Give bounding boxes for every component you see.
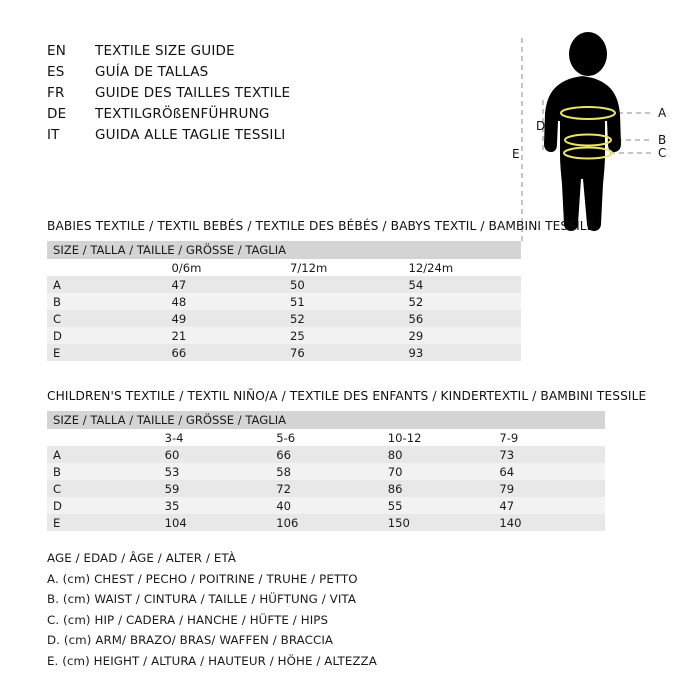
legend-line: C. (cm) HIP / CADERA / HANCHE / HÜFTE / HIPS <box>47 612 329 627</box>
legend-block <box>47 551 647 674</box>
title-row <box>47 64 467 85</box>
value-cell: 52 <box>284 310 403 327</box>
value-cell: 47 <box>166 276 285 293</box>
value-cell: 35 <box>159 497 271 514</box>
figure-label-a: A <box>658 106 667 120</box>
table-size-row <box>47 429 605 446</box>
child-silhouette <box>544 32 621 231</box>
value-cell: 48 <box>166 293 285 310</box>
row-label: E <box>47 344 166 361</box>
language-code: EN <box>47 43 67 59</box>
row-label: C <box>47 480 159 497</box>
table-row <box>47 293 521 310</box>
empty-cell <box>47 429 159 446</box>
title-row <box>47 43 467 64</box>
value-cell: 52 <box>403 293 522 310</box>
babies-section <box>47 219 654 361</box>
value-cell: 93 <box>403 344 522 361</box>
value-cell: 64 <box>493 463 605 480</box>
row-label: B <box>47 293 166 310</box>
value-cell: 150 <box>382 514 494 531</box>
children-section-title: CHILDREN'S TEXTILE / TEXTIL NIÑO/A / TEXTILE DES ENFANTS / KINDERTEXTIL / BAMBINI TESSILE <box>47 389 647 403</box>
guide-lines <box>522 38 546 245</box>
language-code: FR <box>47 85 65 101</box>
title-row <box>47 127 467 148</box>
title-text: GUÍA DE TALLAS <box>95 64 209 80</box>
size-cell: 12/24m <box>403 259 522 276</box>
row-label: B <box>47 463 159 480</box>
title-text: TEXTILGRÖßENFÜHRUNG <box>95 106 270 122</box>
value-cell: 25 <box>284 327 403 344</box>
table-row <box>47 497 605 514</box>
legend-line: E. (cm) HEIGHT / ALTURA / HAUTEUR / HÖHE / ALTEZZA <box>47 653 377 668</box>
value-cell: 73 <box>493 446 605 463</box>
language-code: IT <box>47 127 60 143</box>
size-cell: 3-4 <box>159 429 271 446</box>
value-cell: 54 <box>403 276 522 293</box>
babies-size-table <box>47 241 521 361</box>
table-row <box>47 327 521 344</box>
row-label: D <box>47 497 159 514</box>
table-row <box>47 276 521 293</box>
legend-line: D. (cm) ARM/ BRAZO/ BRAS/ WAFFEN / BRACCIA <box>47 633 334 647</box>
value-cell: 140 <box>493 514 605 531</box>
value-cell: 60 <box>159 446 271 463</box>
row-label: A <box>47 446 159 463</box>
value-cell: 66 <box>166 344 285 361</box>
title-block <box>47 43 467 148</box>
value-cell: 59 <box>159 480 271 497</box>
size-cell: 10-12 <box>382 429 494 446</box>
value-cell: 76 <box>284 344 403 361</box>
value-cell: 72 <box>270 480 382 497</box>
table-row <box>47 446 605 463</box>
table-size-row <box>47 259 521 276</box>
legend-line: A. (cm) CHEST / PECHO / POITRINE / TRUHE / PETTO <box>47 571 358 586</box>
table-row <box>47 344 521 361</box>
table-head-row <box>47 241 521 259</box>
value-cell: 106 <box>270 514 382 531</box>
title-row <box>47 85 467 106</box>
table-row <box>47 310 521 327</box>
value-cell: 40 <box>270 497 382 514</box>
value-cell: 53 <box>159 463 271 480</box>
value-cell: 104 <box>159 514 271 531</box>
title-row <box>47 106 467 127</box>
title-text: GUIDA ALLE TAGLIE TESSILI <box>95 127 286 143</box>
value-cell: 58 <box>270 463 382 480</box>
value-cell: 47 <box>493 497 605 514</box>
empty-cell <box>47 259 166 276</box>
language-code: DE <box>47 106 67 122</box>
value-cell: 29 <box>403 327 522 344</box>
value-cell: 70 <box>382 463 494 480</box>
figure-label-e: E <box>512 147 520 161</box>
value-cell: 56 <box>403 310 522 327</box>
row-label: A <box>47 276 166 293</box>
value-cell: 50 <box>284 276 403 293</box>
babies-section-title: BABIES TEXTILE / TEXTIL BEBÉS / TEXTILE DES BÉBÉS / BABYS TEXTIL / BAMBINI TESSILE <box>47 219 595 233</box>
legend-line: B. (cm) WAIST / CINTURA / TAILLE / HÜFTUNG / VITA <box>47 592 356 606</box>
row-label: E <box>47 514 159 531</box>
size-header-label: SIZE / TALLA / TAILLE / GRÖSSE / TAGLIA <box>47 411 605 429</box>
size-cell: 5-6 <box>270 429 382 446</box>
figure-label-c: C <box>658 146 667 160</box>
value-cell: 79 <box>493 480 605 497</box>
table-row <box>47 463 605 480</box>
title-text: GUIDE DES TAILLES TEXTILE <box>95 85 291 101</box>
figure-label-d: D <box>536 119 546 133</box>
value-cell: 51 <box>284 293 403 310</box>
children-size-table <box>47 411 605 531</box>
size-cell: 7-9 <box>493 429 605 446</box>
size-cell: 7/12m <box>284 259 403 276</box>
value-cell: 66 <box>270 446 382 463</box>
table-row <box>47 480 605 497</box>
figure-label-b: B <box>658 133 667 147</box>
row-label: D <box>47 327 166 344</box>
table-head-row <box>47 411 605 429</box>
title-text: TEXTILE SIZE GUIDE <box>95 43 235 59</box>
value-cell: 49 <box>166 310 285 327</box>
value-cell: 86 <box>382 480 494 497</box>
children-section <box>47 389 654 531</box>
value-cell: 80 <box>382 446 494 463</box>
value-cell: 55 <box>382 497 494 514</box>
table-row <box>47 514 605 531</box>
legend-line: AGE / EDAD / ÂGE / ALTER / ETÀ <box>47 551 236 565</box>
value-cell: 21 <box>166 327 285 344</box>
row-label: C <box>47 310 166 327</box>
language-code: ES <box>47 64 65 80</box>
size-cell: 0/6m <box>166 259 285 276</box>
size-header-label: SIZE / TALLA / TAILLE / GRÖSSE / TAGLIA <box>47 241 521 259</box>
